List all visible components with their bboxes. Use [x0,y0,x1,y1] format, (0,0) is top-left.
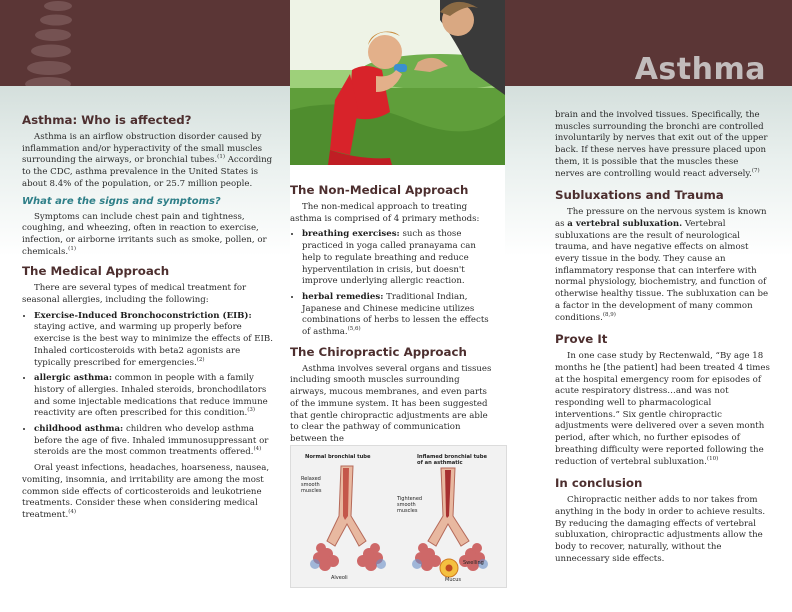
label-alveoli: Alveoli [331,575,348,581]
heading-signs-symptoms: What are the signs and symptoms? [22,195,221,207]
column-middle [290,183,497,450]
list-non-medical-methods [290,229,497,338]
label-mucus: Mucus [445,577,462,583]
spine-graphic [18,0,88,86]
list-item: • herbal remedies: Traditional Indian, Japanese and Chinese medicine utilizes combinations of herbs to lessen the effects of asthma.$^{(5,6)}$ [302,292,497,339]
paragraph-chiropractic: Asthma involves several organs and tissues including smooth muscles surrounding airways, mucous membranes, and even parts of the immune system. It has been suggested that gentle chiropractic adjustments are able to clear the pathway of communication between the [290,363,492,444]
heading-prove-it: Prove It [555,332,608,347]
list-item: • allergic asthma: common in people with a family history of allergies. Inhaled steroids, bronchodilators and some injectable medications that reduce immune reactivity are often prescribed for this condition.$^{(3)}$ [34,373,274,420]
column-left [22,113,274,526]
paragraph-conclusion: Chiropractic neither adds to nor takes from anything in the body in order to achieve results. By reducing the damaging effects of vertebral subluxation, chiropractic adjustments allow the body to recover, naturally, without the unnecessary side effects. [555,495,766,564]
column-right [555,110,770,570]
list-item: • breathing exercises: such as those practiced in yoga called pranayama can help to regulate breathing and reduce hyperventilation in crisis, but doesn't improve underlying allergic reaction. [302,229,497,288]
label-normal-tube: Normal bronchial tube [305,454,371,460]
label-relaxed-muscles: Relaxed smooth muscles [301,476,322,494]
heading-medical-approach: The Medical Approach [22,264,170,279]
heading-conclusion: In conclusion [555,476,643,491]
paragraph-signs: Symptoms can include chest pain and tightness, coughing, and wheezing, often in reaction to exercise, infection, or airborne irritants such as smoke, pollen, or chemicals.$^{(1)}$ [22,211,267,257]
photo-inhaler [290,0,505,165]
list-item: • childhood asthma: children who develop asthma before the age of five. Inhaled immunosuppressant or steroids are the most common treatments offered.$^{(4)}$ [34,424,274,459]
paragraph-side-effects: Oral yeast infections, headaches, hoarseness, nausea, vomiting, insomnia, and irritability are among the most common side effects of corticosteroids and leukotriene treatments. Consider these when considering medical treatment.$^{(4)}$ [22,463,270,520]
list-item: • Exercise-Induced Bronchoconstriction (EIB): staying active, and warming up properly before exercise is the best way to minimize the effects of EIB. Inhaled corticosteroids with beta2 agonists are typically prescribed for emergencies.$^{(2)}$ [34,311,274,370]
paragraph-affected: Asthma is an airflow obstruction disorder caused by inflammation and/or hyperactivity of the small muscles surrounding the airways, or bronchial tubes.$^{(1)}$ According to the CDC, asthma prevalence in the United States is about 8.4% of the population, or 25.7 million people. [22,132,273,189]
page-title: Asthma [634,52,766,87]
paragraph-continued: brain and the involved tissues. Specifically, the muscles surrounding the bronchi are controlled involuntarily by nerves that exit out of the upper back. If these nerves have pressure placed upon them, it is possible that the muscles these nerves are controlling would react adversely.$^{(7)}$ [555,110,768,179]
paragraph-subluxations: The pressure on the nervous system is known as a vertebral subluxation. Vertebral subluxations are the result of neurological trauma, and have negative effects on almost every tissue in the body. They cause an inflammatory response that can interfere with normal physiology, biochemistry, and function of otherwise healthy tissue. The subluxation can be a factor in the development of many common conditions.$^{(8,9)}$ [555,207,769,323]
bronchial-tube-diagram [290,445,507,588]
label-tightened-muscles: Tightened smooth muscles [397,496,423,514]
heading-chiropractic-approach: The Chiropractic Approach [290,344,467,359]
label-inflamed-tube: Inflamed bronchial tube of an asthmatic [417,454,487,466]
paragraph-prove-it: In one case study by Rectenwald, “By age 18 months he [the patient] had been treated 4 times at the hospital emergency room for episodes of acute respiratory distress…and was not responding well to pharmacological interventions.” Six gentle chiropractic adjustments were delivered over a seven month period, after which, no further episodes of breathing difficulty were reported following the reduction of vertebral subluxation.$^{(10)}$ [555,351,770,467]
heading-subluxations-trauma: Subluxations and Trauma [555,188,724,203]
paragraph-non-medical: The non-medical approach to treating asthma is comprised of 4 primary methods: [290,202,480,224]
label-swelling: Swelling [463,560,484,566]
heading-who-affected: Asthma: Who is affected? [22,113,192,127]
paragraph-medical: There are several types of medical treatment for seasonal allergies, including the following: [22,283,247,306]
list-medical-treatments [22,311,274,459]
heading-non-medical-approach: The Non-Medical Approach [290,183,469,197]
